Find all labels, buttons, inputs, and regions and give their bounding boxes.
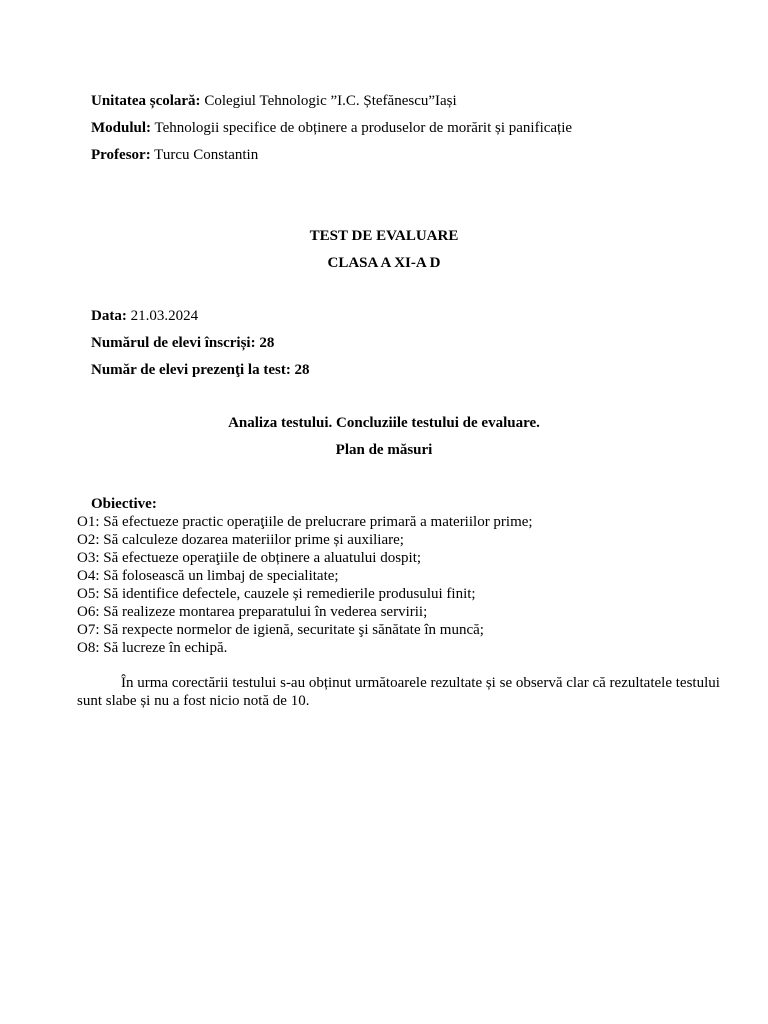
- objective-item: O1: Să efectueze practic operaţiile de prelucrare primară a materiilor prime;: [77, 514, 533, 530]
- objective-item: O5: Să identifice defectele, cauzele și remedierile produsului finit;: [77, 586, 476, 602]
- date-value: 21.03.2024: [126, 308, 199, 324]
- module-line: [91, 119, 572, 137]
- objective-item: O7: Să rexpecte normelor de igienă, securitate şi sănătate în muncă;: [77, 622, 484, 638]
- objective-item: O6: Să realizeze montarea preparatului în vederea servirii;: [77, 604, 428, 620]
- test-title: TEST DE EVALUARE: [309, 228, 459, 244]
- date-label: Data:: [91, 308, 127, 324]
- teacher-line: [91, 146, 258, 164]
- class-title: CLASA A XI-A D: [327, 255, 441, 271]
- objective-item: O4: Să folosească un limbaj de specialitate;: [77, 568, 339, 584]
- objectives-heading: Obiective:: [91, 496, 157, 512]
- analysis-heading: Analiza testului. Concluziile testului de evaluare.: [228, 415, 540, 431]
- teacher-label: Profesor:: [91, 147, 151, 163]
- present-count: Număr de elevi prezenţi la test: 28: [91, 362, 310, 378]
- objective-item: O3: Să efectueze operaţiile de obținere a aluatului dospit;: [77, 550, 422, 566]
- school-label: Unitatea școlară:: [91, 93, 201, 109]
- teacher-value: Turcu Constantin: [150, 147, 259, 163]
- date-line: [91, 307, 198, 325]
- module-value: Tehnologii specifice de obținere a produselor de morărit și panificație: [151, 120, 573, 136]
- conclusion-paragraph: În urma corectării testului s-au obținut următoarele rezultate și se observă clar că rezultatele testului sunt slabe și nu a fost nicio notă de 10.: [77, 675, 720, 709]
- objective-item: O8: Să lucreze în echipă.: [77, 640, 228, 656]
- module-label: Modulul:: [91, 120, 152, 136]
- objective-item: O2: Să calculeze dozarea materiilor prime și auxiliare;: [77, 532, 404, 548]
- enrolled-count: Numărul de elevi înscriși: 28: [91, 335, 275, 351]
- school-value: Colegiul Tehnologic ”I.C. Ștefănescu”Iași: [200, 93, 457, 109]
- plan-heading: Plan de măsuri: [335, 442, 433, 458]
- school-line: [91, 92, 457, 110]
